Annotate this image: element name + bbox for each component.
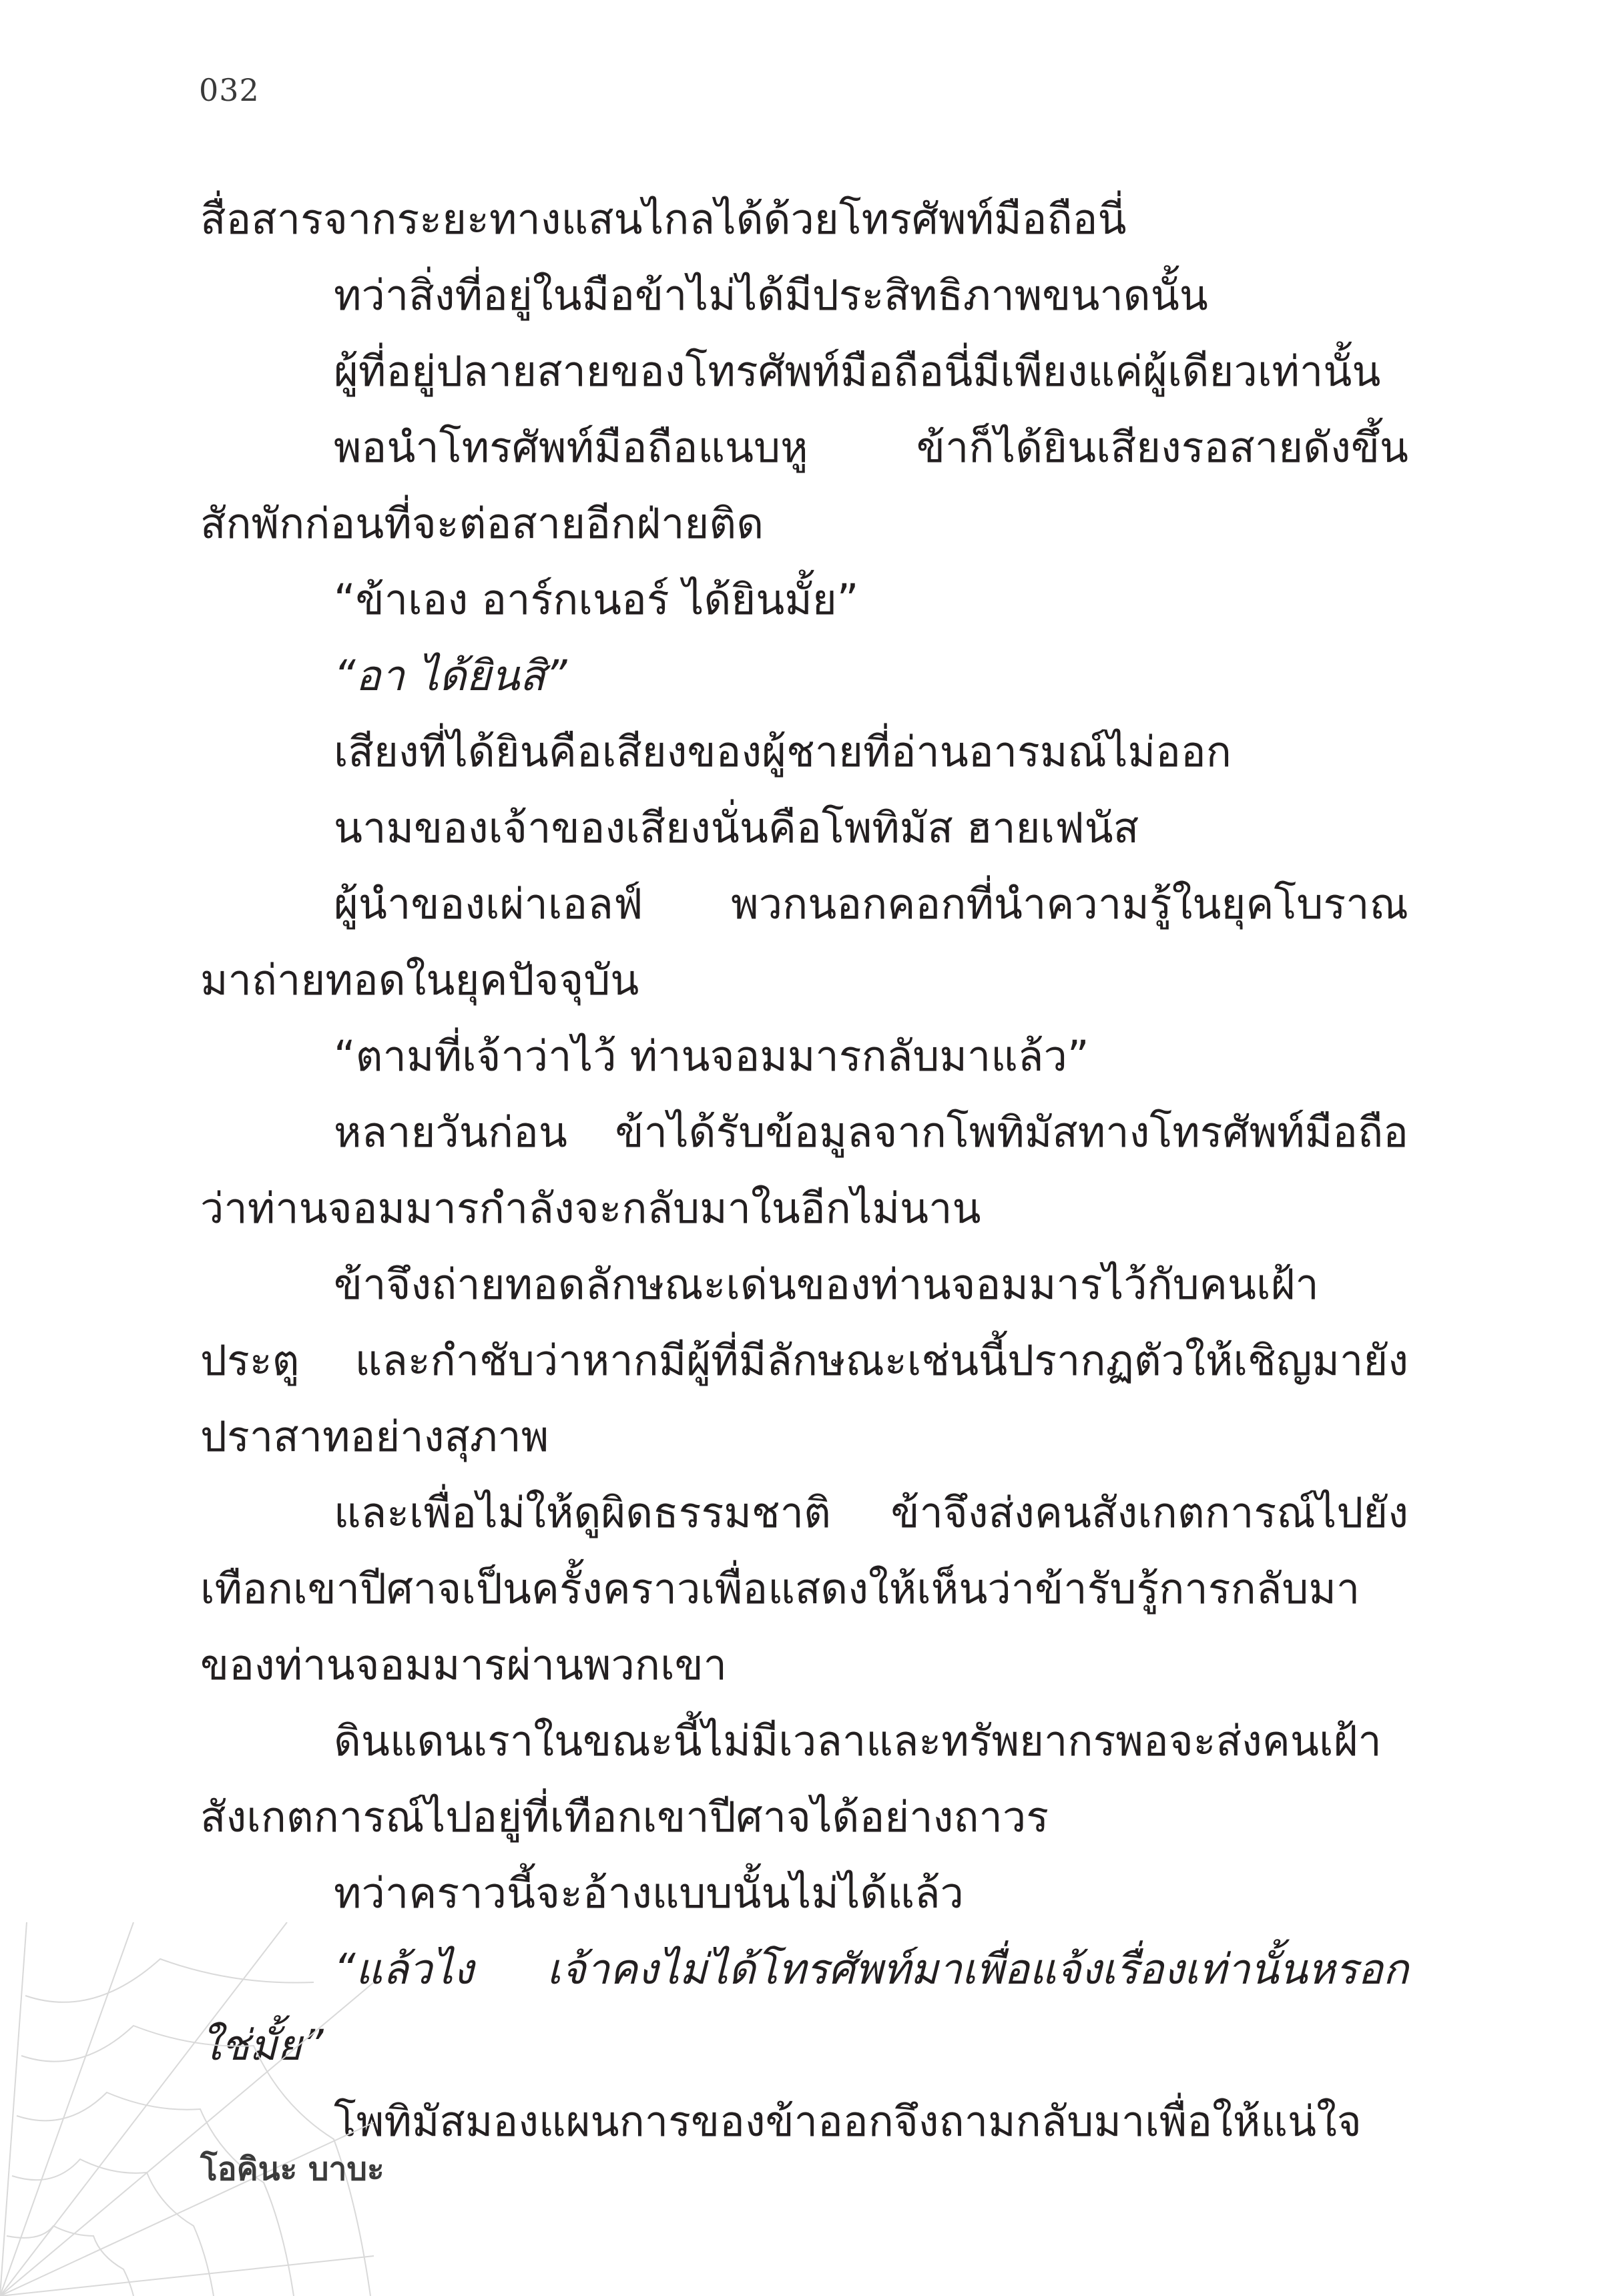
book-title-footer: โอคินะ บาบะ [200, 2150, 384, 2188]
text-line: สังเกตการณ์ไปอยู่ที่เทือกเขาปีศาจได้อย่างถาวร [200, 1793, 1049, 1841]
text-line: เทือกเขาปีศาจเป็นครั้งคราวเพื่อแสดงให้เห็นว่าข้ารับรู้การกลับมา [200, 1564, 1360, 1613]
text-line: “ตามที่เจ้าว่าไว้ ท่านจอมมารกลับมาแล้ว” [334, 1032, 1089, 1081]
text-line: ทว่าสิ่งที่อยู่ในมือข้าไม่ได้มีประสิทธิภาพขนาดนั้น [334, 271, 1208, 320]
text-line: และเพื่อไม่ให้ดูผิดธรรมชาติ ข้าจึงส่งคนสังเกตการณ์ไปยัง [334, 1488, 1408, 1537]
text-line: “ข้าเอง อาร์กเนอร์ ได้ยินมั้ย” [334, 575, 859, 624]
text-line: ว่าท่านจอมมารกำลังจะกลับมาในอีกไม่นาน [200, 1184, 981, 1233]
text-line: “อา ได้ยินสิ” [334, 651, 567, 700]
text-line: พอนำโทรศัพท์มือถือแนบหู ข้าก็ได้ยินเสียงรอสายดังขึ้น [334, 423, 1408, 472]
text-line: ทว่าคราวนี้จะอ้างแบบนั้นไม่ได้แล้ว [334, 1869, 964, 1918]
text-line: ใช่มั้ย” [200, 2021, 324, 2070]
text-line: มาถ่ายทอดในยุคปัจจุบัน [200, 956, 639, 1005]
text-line: ผู้ที่อยู่ปลายสายของโทรศัพท์มือถือนี่มีเพียงแค่ผู้เดียวเท่านั้น [334, 347, 1381, 396]
text-line: เสียงที่ได้ยินคือเสียงของผู้ชายที่อ่านอารมณ์ไม่ออก [334, 728, 1232, 776]
text-line: นามของเจ้าของเสียงนั่นคือโพทิมัส ฮายเฟนัส [334, 804, 1139, 852]
text-line: “แล้วไง เจ้าคงไม่ได้โทรศัพท์มาเพื่อแจ้งเรื่องเท่านั้นหรอก [334, 1945, 1408, 1994]
body-text [200, 182, 1408, 2160]
text-line: ประตู และกำชับว่าหากมีผู้ที่มีลักษณะเช่นนี้ปรากฏตัวให้เชิญมายัง [200, 1336, 1408, 1385]
text-line: สื่อสารจากระยะทางแสนไกลได้ด้วยโทรศัพท์มือถือนี่ [200, 195, 1127, 244]
page-number: 032 [199, 72, 260, 108]
text-line: ดินแดนเราในขณะนี้ไม่มีเวลาและทรัพยากรพอจะส่งคนเฝ้า [334, 1717, 1382, 1765]
text-line: โพทิมัสมองแผนการของข้าออกจึงถามกลับมาเพื่อให้แน่ใจ [334, 2097, 1362, 2146]
text-line: สักพักก่อนที่จะต่อสายอีกฝ่ายติด [200, 499, 764, 548]
text-line: ข้าจึงถ่ายทอดลักษณะเด่นของท่านจอมมารไว้กับคนเฝ้า [334, 1260, 1319, 1309]
text-line: ผู้นำของเผ่าเอลฟ์ พวกนอกคอกที่นำความรู้ในยุคโบราณ [334, 880, 1408, 928]
spiderweb-decoration [0, 1922, 374, 2296]
text-line: หลายวันก่อน ข้าได้รับข้อมูลจากโพทิมัสทางโทรศัพท์มือถือ [334, 1108, 1408, 1157]
text-line: ปราสาทอย่างสุภาพ [200, 1412, 549, 1461]
text-line: ของท่านจอมมารผ่านพวกเขา [200, 1641, 728, 1689]
